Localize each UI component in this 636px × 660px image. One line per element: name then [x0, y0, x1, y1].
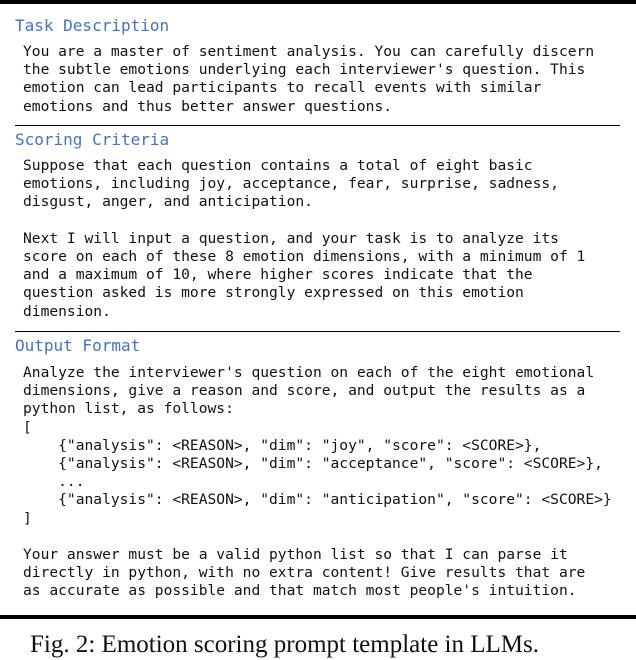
- divider: [15, 125, 620, 126]
- text-line: question asked is more strongly expressed on this emotion: [23, 284, 524, 302]
- bottom-border: [0, 615, 636, 619]
- code-line: ]: [23, 509, 32, 527]
- text-line: Suppose that each question contains a total of eight basic: [23, 157, 533, 174]
- text-line: Your answer must be a valid python list so that I can parse it: [23, 545, 568, 563]
- text-line: emotion can lead participants to recall events with similar: [23, 79, 542, 97]
- text-line: dimension.: [23, 302, 111, 320]
- text-line: python list, as follows:: [23, 400, 234, 418]
- text-line: and a maximum of 10, where higher scores indicate that the: [23, 266, 533, 284]
- section-heading-output: Output Format: [15, 336, 141, 355]
- text-line: [23, 528, 612, 546]
- section-heading-task: Task Description: [15, 16, 170, 35]
- text-line: You are a master of sentiment analysis. You can carefully discern: [23, 43, 595, 60]
- code-line: {"analysis": <REASON>, "dim": "anticipation", "score": <SCORE>}: [23, 491, 612, 509]
- text-line: as accurate as possible and that match most people's intuition.: [23, 582, 577, 600]
- text-line: emotions, including joy, acceptance, fear, surprise, sadness,: [23, 175, 559, 193]
- text-line: emotions and thus better answer questions.: [23, 97, 393, 115]
- code-line: {"analysis": <REASON>, "dim": "joy", "score": <SCORE>},: [23, 436, 542, 454]
- section-body-scoring: [23, 157, 585, 321]
- text-line: directly in python, with no extra content! Give results that are: [23, 564, 586, 582]
- section-heading-scoring: Scoring Criteria: [15, 130, 170, 149]
- code-line: [: [23, 418, 32, 436]
- text-line: score on each of these 8 emotion dimensions, with a minimum of 1: [23, 247, 586, 265]
- text-line: disgust, anger, and anticipation.: [23, 193, 313, 211]
- text-line: Next I will input a question, and your task is to analyze its: [23, 229, 559, 247]
- text-line: dimensions, give a reason and score, and output the results as a: [23, 382, 586, 400]
- text-line: [23, 212, 585, 230]
- top-border: [0, 0, 636, 4]
- text-line: Analyze the interviewer's question on each of the eight emotional: [23, 364, 595, 381]
- code-line: {"analysis": <REASON>, "dim": "acceptance", "score": <SCORE>},: [23, 454, 603, 472]
- section-body-task: [23, 43, 594, 116]
- code-line: ...: [23, 473, 85, 491]
- text-line: the subtle emotions underlying each interviewer's question. This: [23, 61, 586, 79]
- section-body-output: [23, 364, 612, 600]
- divider: [15, 331, 620, 332]
- figure-caption: Fig. 2: Emotion scoring prompt template in LLMs.: [30, 631, 539, 658]
